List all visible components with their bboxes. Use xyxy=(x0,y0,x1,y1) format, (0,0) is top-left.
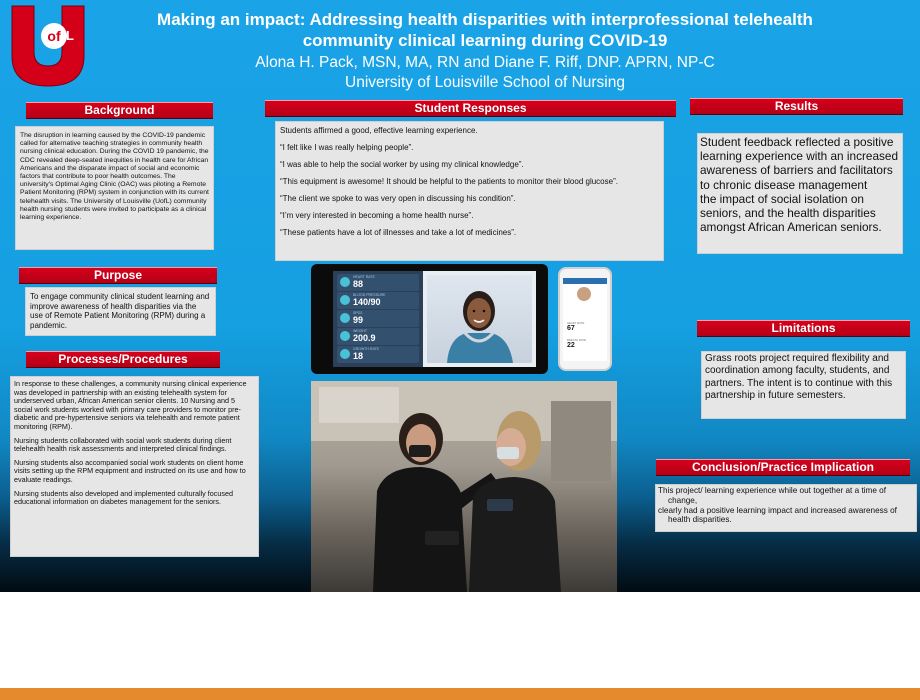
student-quote: “The client we spoke to was very open in discussing his condition”. xyxy=(280,194,516,203)
conclusion-box xyxy=(655,484,917,532)
conclusion-line: clearly had a positive learning impact and increased awareness of health disparities. xyxy=(658,505,897,525)
heart-icon xyxy=(340,277,350,287)
nurse-portrait xyxy=(427,275,532,363)
processes-paragraph: Nursing students also accompanied social work students on client home visits setting up the RPM equipment and instructed on its use and how to evaluate readings. xyxy=(14,457,246,484)
phone-app-bar xyxy=(563,278,607,284)
vital-label: GROWTH RATE xyxy=(353,347,379,351)
vital-card xyxy=(337,346,419,363)
vital-card xyxy=(337,274,419,291)
oxygen-icon xyxy=(340,313,350,323)
limitations-text: Grass roots project required flexibility and coordination among faculty, students, and partners. The intent is to continue with this partnership in future semesters. xyxy=(705,353,893,401)
conclusion-heading: Conclusion/Practice Implication xyxy=(656,459,910,476)
poster-title: Making an impact: Addressing health disparities with interprofessional telehealth community clinical learning during COVID-19 xyxy=(157,10,813,50)
results-box xyxy=(697,133,903,254)
tablet-telehealth-image xyxy=(311,264,548,374)
avatar xyxy=(577,287,591,301)
processes-paragraph: Nursing students also developed and implemented culturally focused educational information on diabetes management for the seniors. xyxy=(14,488,233,507)
processes-heading: Processes/Procedures xyxy=(26,351,220,368)
student-quote: “This equipment is awesome! It should be helpful to the patients to monitor their blood glucose”. xyxy=(280,177,618,186)
blood-pressure-icon xyxy=(340,295,350,305)
lungs-icon xyxy=(340,349,350,359)
purpose-box xyxy=(25,287,216,336)
student-quote: “I felt like I was really helping people”. xyxy=(280,143,414,152)
phone-vital-value: 67 xyxy=(567,325,575,332)
processes-paragraph: In response to these challenges, a community nursing clinical experience was developed in partnership with an existing telehealth system for underserved urban, African American senior clients. 10 Nursing and 5 social work students worked with primary care providers to monitor pre-diabetic and pre-hypertensive seniors via telehealth and remote patient monitoring (RPM). xyxy=(14,379,247,431)
student-quote: Students affirmed a good, effective learning experience. xyxy=(280,126,478,135)
purpose-text: To engage community clinical student learning and improve awareness of health disparities via the use of Remote Patient Monitoring (RPM) during a pandemic. xyxy=(30,292,210,330)
poster-authors: Alona H. Pack, MSN, MA, RN and Diane F. Riff, DNP. APRN, NP-C xyxy=(255,54,715,71)
vitals-panel xyxy=(333,271,423,367)
uofl-logo xyxy=(4,0,104,90)
vital-card xyxy=(337,328,419,345)
vital-label: SPO2 xyxy=(353,311,363,315)
vital-value: 99 xyxy=(353,315,364,325)
student-quote: “I was able to help the social worker by using my clinical knowledge”. xyxy=(280,160,524,169)
footer-bar xyxy=(0,688,920,700)
vital-label: WEIGHT xyxy=(353,329,367,333)
vital-label: BLOOD PRESSURE xyxy=(353,293,386,297)
conclusion-line: This project/ learning experience while out together at a time of change, xyxy=(658,486,887,505)
purpose-heading: Purpose xyxy=(19,267,217,284)
student-quote: “I’m very interested in becoming a home health nurse”. xyxy=(280,211,474,220)
vital-card xyxy=(337,310,419,327)
vital-value: 88 xyxy=(353,279,364,289)
phone-vital-value: 22 xyxy=(567,342,575,349)
processes-paragraph: Nursing students collaborated with social work students during client telehealth health risk assessments and interpreted clinical findings. xyxy=(14,435,232,454)
tablet-screen xyxy=(333,271,536,367)
student-responses-box xyxy=(275,121,664,261)
background-text: The disruption in learning caused by the COVID-19 pandemic called for alternative teaching strategies in community health nursing clinical education. During the COVID 19 pandemic, the CDC revealed deep-seated inequities in health care for African Americans and the disparate impact of social and economic factors that contribute to poor health outcomes. The university's Optimal Aging Clinic (OAC) was piloting a Remote Patient Monitoring (RPM) system in conjunction with its current telehealth visits. The University of Louisville (UofL) community health nursing students were invited to participate as a clinical learning experience. xyxy=(20,132,209,222)
vital-label: HEART RATE xyxy=(353,275,375,279)
vital-card xyxy=(337,292,419,309)
video-call-window xyxy=(427,275,532,363)
vital-value: 200.9 xyxy=(353,333,376,343)
svg-text:of: of xyxy=(47,28,61,44)
phone-vital-label: HEART RATE xyxy=(567,321,585,325)
phone-screen xyxy=(563,278,607,361)
results-heading: Results xyxy=(690,98,903,115)
results-text: the impact of social isolation on seniors, and the health disparities amongst African American seniors. xyxy=(700,191,882,235)
poster-institution: University of Louisville School of Nursing xyxy=(345,74,625,91)
background-box xyxy=(15,126,214,250)
vital-value: 18 xyxy=(353,351,364,361)
vital-value: 140/90 xyxy=(353,297,381,307)
student-quote: “These patients have a lot of illnesses and take a lot of medicines”. xyxy=(280,228,517,237)
students-demo-photo xyxy=(311,381,617,592)
background-heading: Background xyxy=(26,102,213,119)
phone-vital-label: BREATH RATE xyxy=(567,338,587,342)
results-text: Student feedback reflected a positive learning experience with an increased awareness of barriers and facilitators to chronic disease management xyxy=(700,135,899,192)
limitations-heading: Limitations xyxy=(697,320,910,337)
student-responses-heading: Student Responses xyxy=(265,100,676,117)
scale-icon xyxy=(340,331,350,341)
photo-scene xyxy=(311,381,617,592)
limitations-box xyxy=(701,351,906,419)
svg-text:L: L xyxy=(66,28,74,43)
processes-box xyxy=(10,376,259,557)
phone-app-image xyxy=(558,267,612,371)
